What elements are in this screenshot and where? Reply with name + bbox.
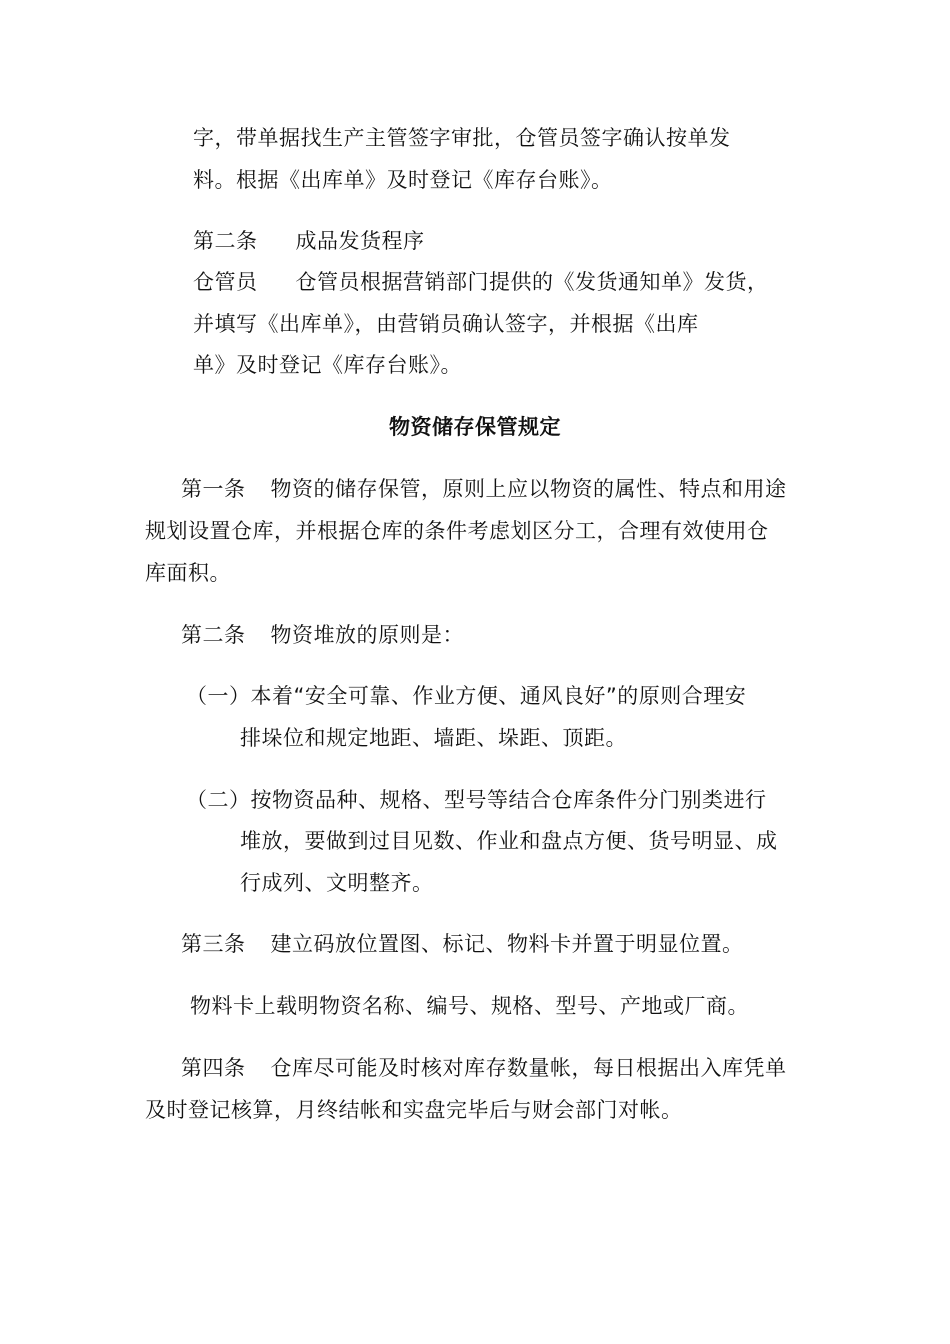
article-title: 成品发货程序 <box>295 229 425 253</box>
paragraph-line <box>181 474 787 504</box>
list-item-line: 堆放，要做到过目见数、作业和盘点方便、货号明显、成 <box>240 829 778 853</box>
list-item-line: 排垛位和规定地距、墙距、垛距、顶距。 <box>240 726 627 750</box>
paragraph-line: 库面积。 <box>145 561 231 585</box>
role-label: 仓管员 <box>193 270 258 294</box>
article-text: 物资的储存保管，原则上应以物资的属性、特点和用途 <box>270 477 787 501</box>
article-heading <box>193 226 425 256</box>
article-text: 仓库尽可能及时核对库存数量帐，每日根据出入库凭单 <box>270 1056 787 1080</box>
article-label: 第三条 <box>181 932 246 956</box>
paragraph-line: 并填写《出库单》，由营销员确认签字，并根据《出库 <box>193 312 699 336</box>
paragraph-line <box>193 267 769 297</box>
article-text: 建立码放位置图、标记、物料卡并置于明显位置。 <box>270 932 744 956</box>
article-label: 第二条 <box>193 229 258 253</box>
paragraph-line <box>181 620 464 650</box>
section-title: 物资储存保管规定 <box>389 415 561 439</box>
paragraph-line: 及时登记核算，月终结帐和实盘完毕后与财会部门对帐。 <box>145 1098 683 1122</box>
article-label: 第二条 <box>181 623 246 647</box>
article-label: 第一条 <box>181 477 246 501</box>
paragraph-line: 字，带单据找生产主管签字审批，仓管员签字确认按单发 <box>193 126 731 150</box>
paragraph-line: 料。根据《出库单》及时登记《库存台账》。 <box>193 168 613 192</box>
role-text: 仓管员根据营销部门提供的《发货通知单》发货， <box>295 270 769 294</box>
list-item-line: （一）本着“安全可靠、作业方便、通风良好”的原则合理安 <box>186 684 747 708</box>
paragraph-line: 规划设置仓库，并根据仓库的条件考虑划区分工，合理有效使用仓 <box>145 519 769 543</box>
paragraph-line <box>181 929 744 959</box>
list-item-line: （二）按物资品种、规格、型号等结合仓库条件分门别类进行 <box>186 788 767 812</box>
article-text: 物资堆放的原则是： <box>270 623 464 647</box>
paragraph-line <box>181 1053 787 1083</box>
list-item-line: 行成列、文明整齐。 <box>240 871 434 895</box>
paragraph-line: 单》及时登记《库存台账》。 <box>193 353 462 377</box>
article-label: 第四条 <box>181 1056 246 1080</box>
paragraph-line: 物料卡上载明物资名称、编号、规格、型号、产地或厂商。 <box>190 994 749 1018</box>
